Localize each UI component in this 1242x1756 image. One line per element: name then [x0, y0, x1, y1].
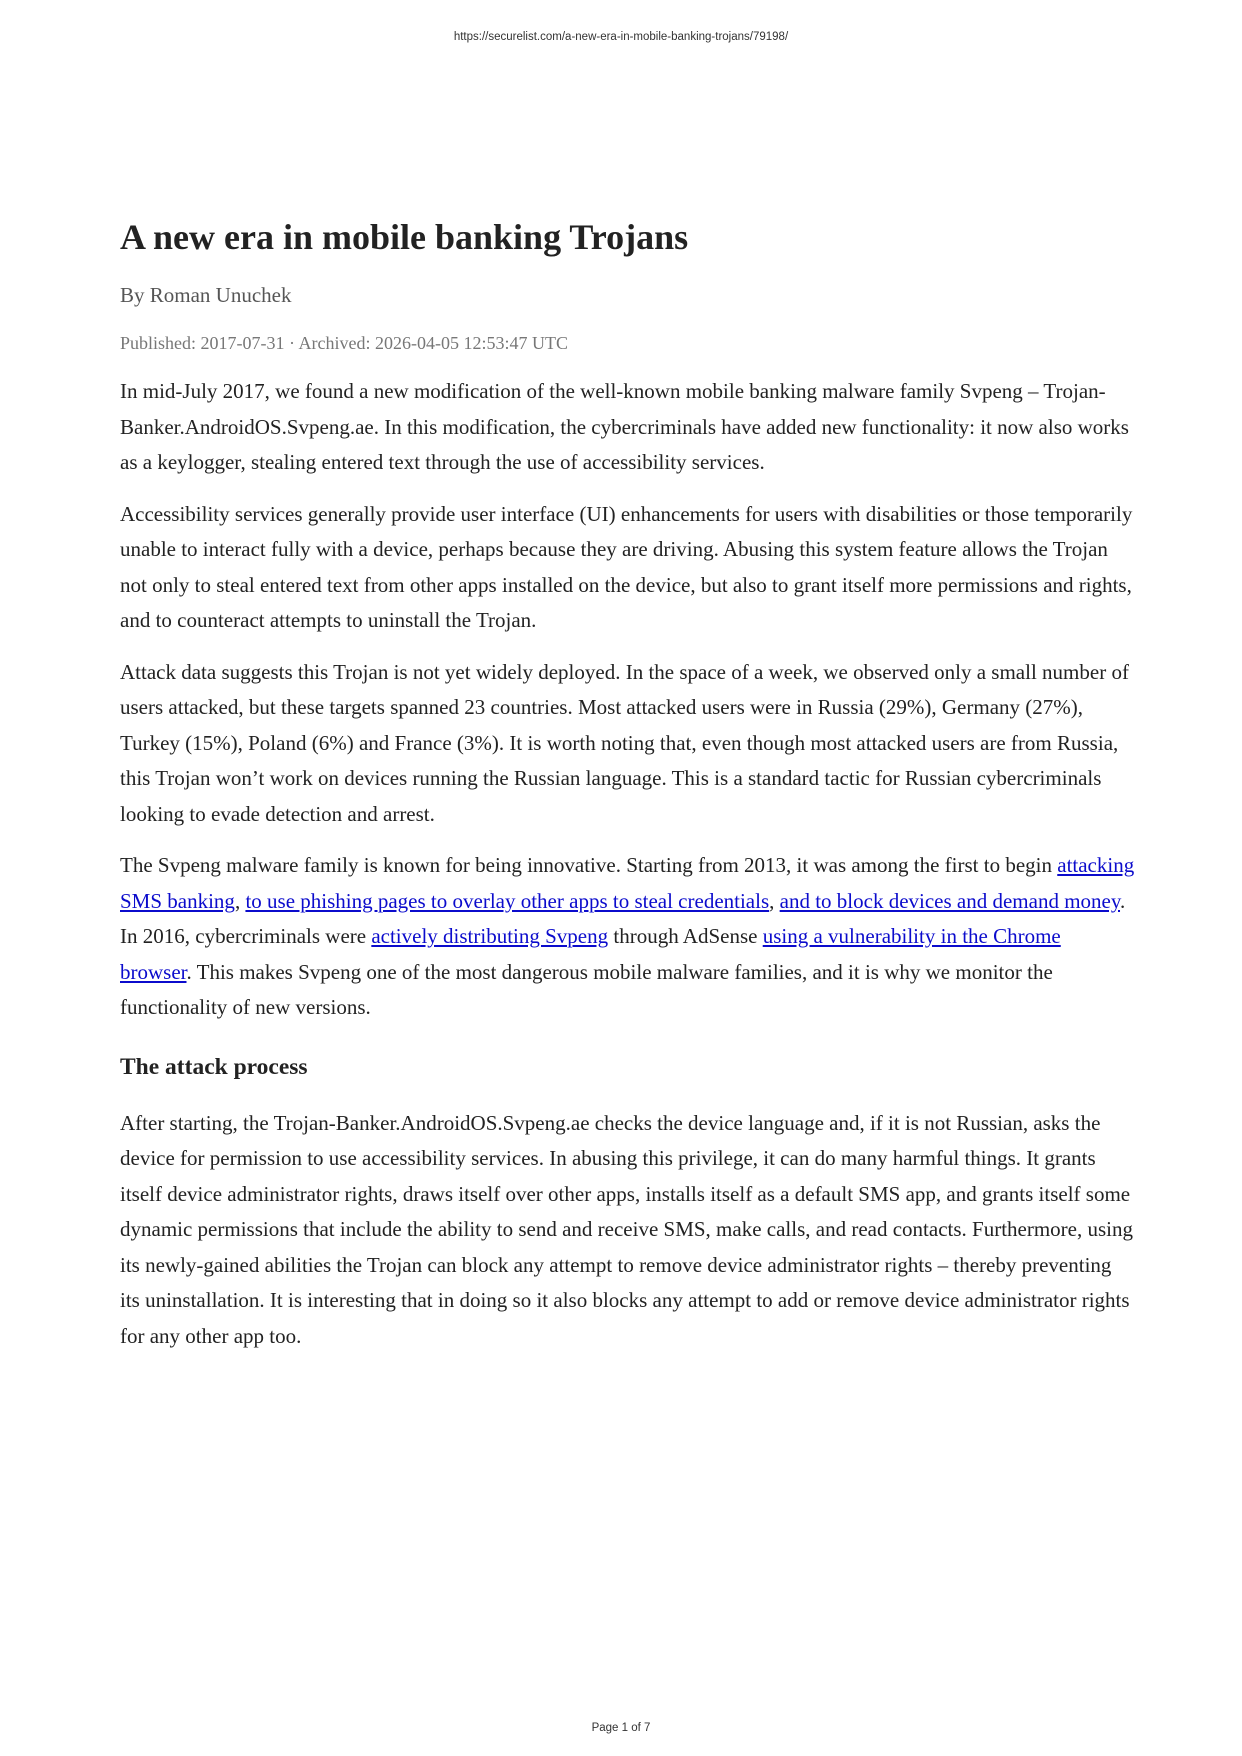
paragraph-3: Attack data suggests this Trojan is not yet widely deployed. In the space of a week, we observed only a small number of users attacked, but these targets spanned 23 countries. Most attacked users were in Russia (29%), Germany (27%), Turkey (15%), Poland (6%) and France (3%). It is worth noting that, even though most attacked users are from Russia, this Trojan won’t work on devices running the Russian language. This is a standard tactic for Russian cybercriminals looking to evade detection and arrest. — [120, 659, 1129, 826]
text: . This makes Svpeng one of the most dangerous mobile malware families, and it is why we monitor the functionality of new versions. — [120, 959, 1053, 1019]
paragraph-5: After starting, the Trojan-Banker.AndroidOS.Svpeng.ae checks the device language and, if it is not Russian, asks the device for permission to use accessibility services. In abusing this privilege, it can do many harmful things. It grants itself device administrator rights, draws itself over other apps, installs itself as a default SMS app, and grants itself some dynamic permissions that include the ability to send and receive SMS, make calls, and read contacts. Furthermore, using its newly-gained abilities the Trojan can block any attempt to remove device administrator rights – thereby preventing its uninstallation. It is interesting that in doing so it also blocks any attempt to add or remove device administrator rights for any other app too. — [120, 1110, 1133, 1348]
link-block-devices[interactable]: and to block devices and demand money — [779, 888, 1121, 913]
text: The Svpeng malware family is known for being innovative. Starting from 2013, it was among the first to begin — [120, 853, 1058, 877]
paragraph-4 — [120, 848, 1135, 1026]
publish-meta: Published: 2017-07-31 · Archived: 2026-04-05 12:53:47 UTC — [120, 333, 568, 353]
byline: By Roman Unuchek — [120, 283, 292, 307]
text: . In 2016, cybercriminals were — [120, 888, 1126, 948]
paragraph-1: In mid-July 2017, we found a new modification of the well-known mobile banking malware family Svpeng – Trojan-Banker.AndroidOS.Svpeng.ae. In this modification, the cybercriminals have added new functionality: it now also works as a keylogger, stealing entered text through the use of accessibility services. — [120, 379, 1129, 474]
page-number: Page 1 of 7 — [591, 1722, 651, 1734]
article-title: A new era in mobile banking Trojans — [120, 217, 689, 257]
link-phishing-pages[interactable]: to use phishing pages to overlay other apps to steal credentials — [245, 888, 770, 913]
paragraph-2: Accessibility services generally provide user interface (UI) enhancements for users with disabilities or those temporarily unable to interact fully with a device, perhaps because they are driving. Abusing this system feature allows the Trojan not only to steal entered text from other apps installed on the device, but also to grant itself more permissions and rights, and to counteract attempts to uninstall the Trojan. — [120, 501, 1133, 632]
link-attacking-sms-banking[interactable]: attacking SMS banking — [120, 853, 1135, 913]
section-heading: The attack process — [120, 1053, 308, 1080]
link-actively-distributing[interactable]: actively distributing Svpeng — [371, 924, 609, 948]
link-chrome-vulnerability[interactable]: using a vulnerability in the Chrome browser — [120, 924, 1061, 984]
text: , — [769, 888, 780, 913]
text: through AdSense — [608, 924, 763, 948]
page-url: https://securelist.com/a-new-era-in-mobile-banking-trojans/79198/ — [453, 31, 789, 43]
text: , — [234, 888, 246, 913]
article — [120, 214, 1135, 1354]
